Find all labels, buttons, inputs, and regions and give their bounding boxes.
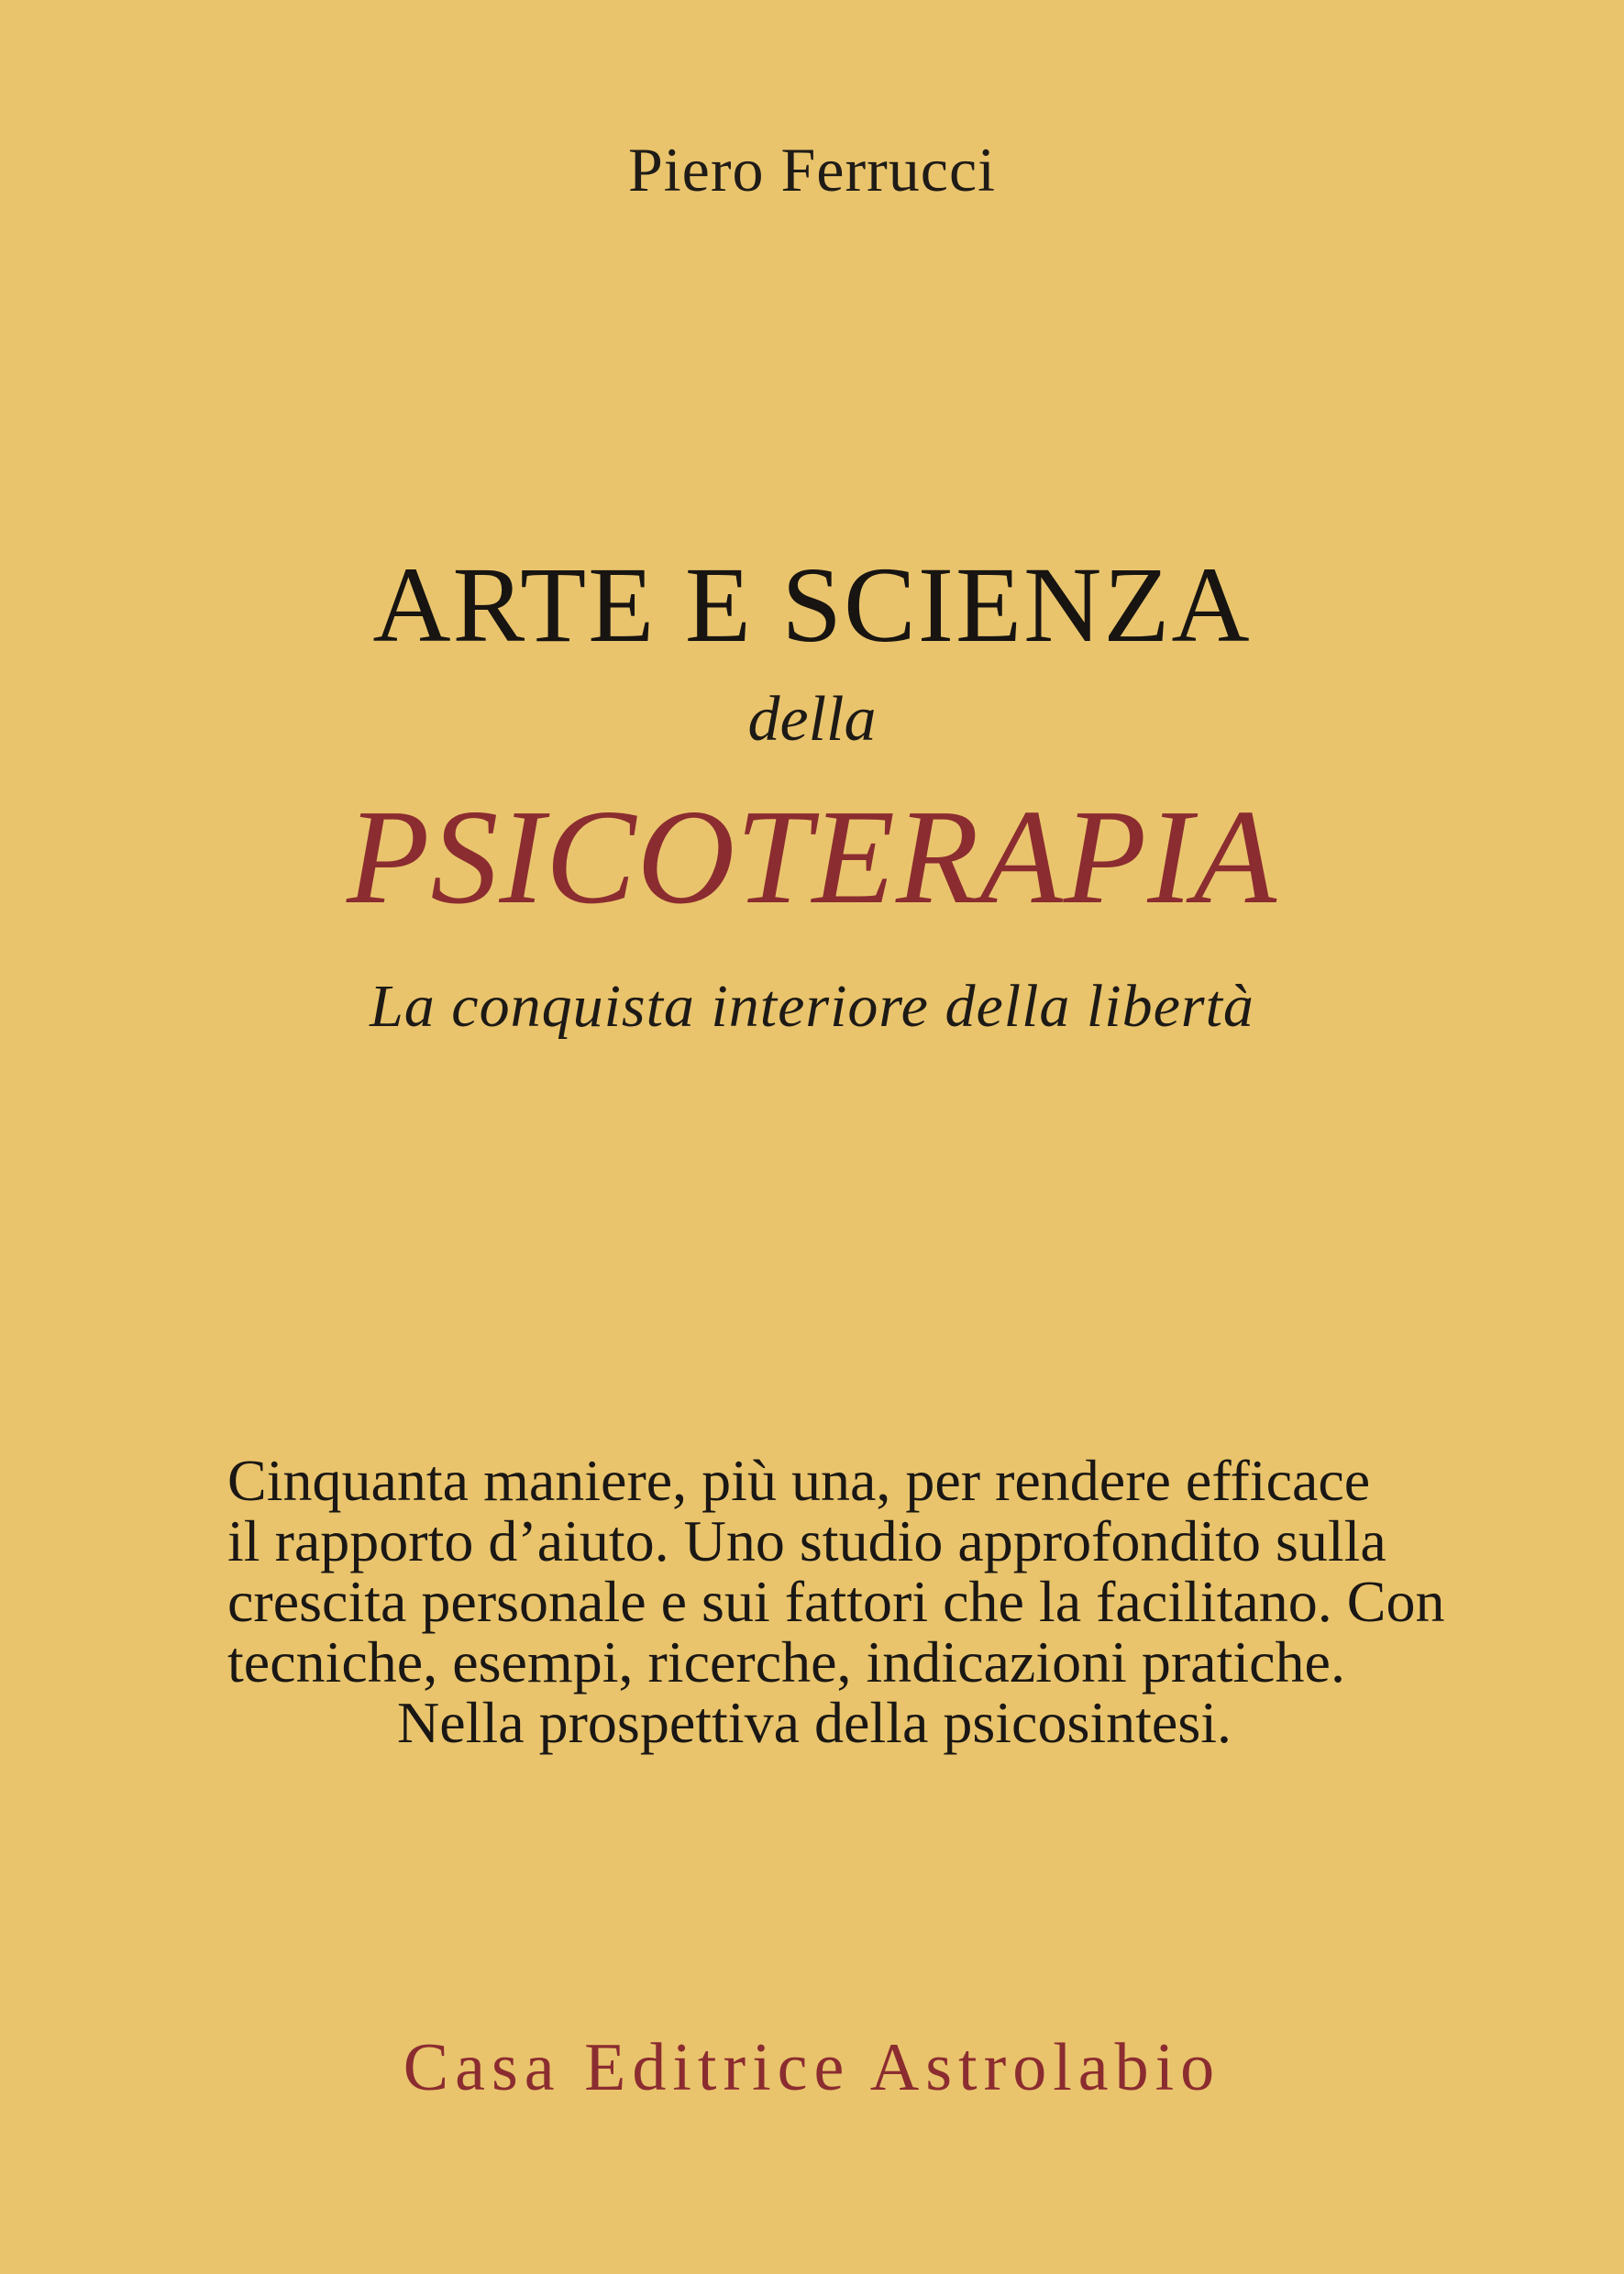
blurb-line: tecniche, esempi, ricerche, indicazioni pratiche. xyxy=(227,1629,1345,1694)
publisher-name: Casa Editrice Astrolabio xyxy=(403,2030,1221,2105)
title-line-arte-e-scienza: ARTE E SCIENZA xyxy=(372,545,1252,665)
blurb-line: Nella prospettiva della psicosintesi. xyxy=(397,1690,1232,1755)
title-line-psicoterapia: PSICOTERAPIA xyxy=(347,782,1277,933)
title-line-della: della xyxy=(747,684,877,755)
blurb-line: Cinquanta maniere, più una, per rendere efficace xyxy=(227,1448,1371,1513)
author-name: Piero Ferrucci xyxy=(627,135,997,204)
blurb-line: il rapporto d’aiuto. Uno studio approfondito sulla xyxy=(227,1508,1386,1573)
blurb-line: crescita personale e sui fattori che la facilitano. Con xyxy=(227,1569,1445,1634)
blurb-text xyxy=(227,1448,1445,1755)
subtitle: La conquista interiore della libertà xyxy=(370,973,1254,1040)
